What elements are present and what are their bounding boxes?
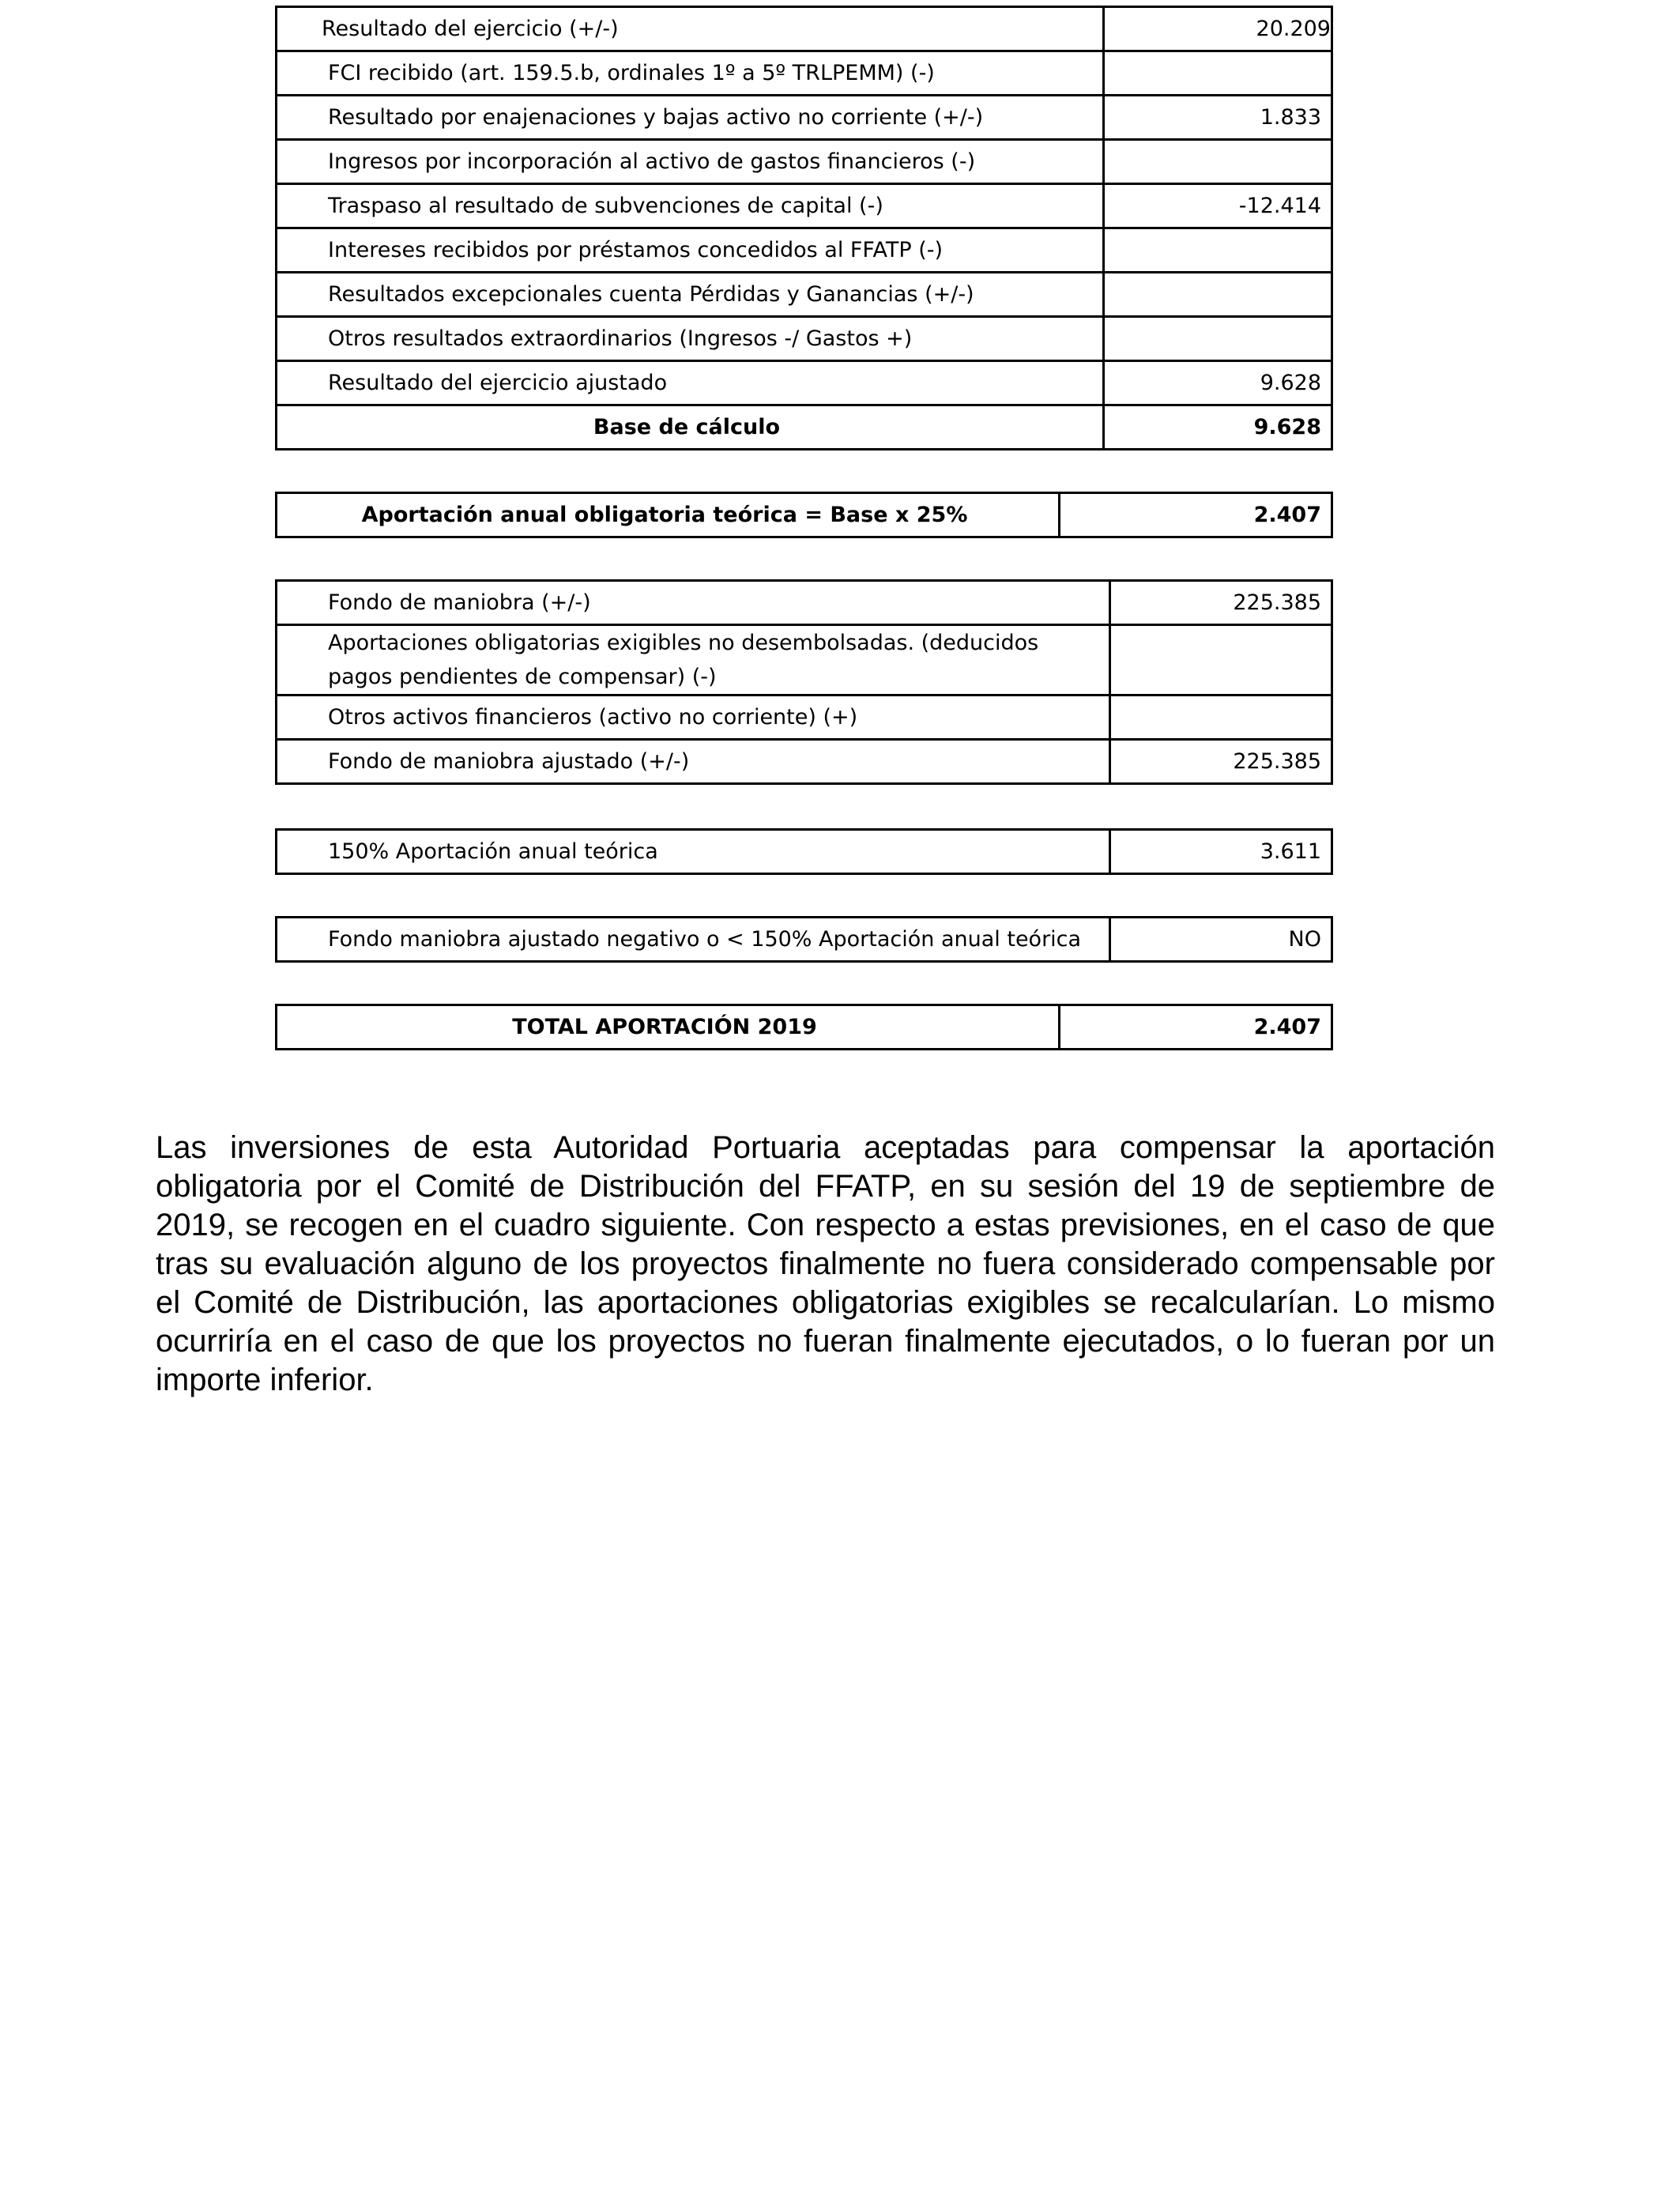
table-row [277, 740, 1332, 784]
row-value [1104, 51, 1332, 96]
row-value: 225.385 [1110, 740, 1332, 784]
row-label: Resultados excepcionales cuenta Pérdidas y Ganancias (+/-) [277, 273, 1104, 317]
table-row [277, 273, 1332, 317]
table-row [277, 96, 1332, 140]
row-value [1104, 273, 1332, 317]
base-calculo-value: 9.628 [1104, 405, 1332, 450]
row-value: 20.209 [1104, 7, 1332, 51]
calculation-table [275, 6, 1333, 450]
table-row [277, 625, 1332, 696]
row-label: Fondo de maniobra (+/-) [277, 581, 1110, 625]
row-value: -12.414 [1104, 184, 1332, 228]
total-row [277, 405, 1332, 450]
row-value: 1.833 [1104, 96, 1332, 140]
table-row [277, 7, 1332, 51]
table-row [277, 918, 1332, 962]
row-label: Otros activos financieros (activo no corriente) (+) [277, 696, 1110, 740]
total-aportacion-label: TOTAL APORTACIÓN 2019 [277, 1005, 1060, 1050]
row-label: Fondo maniobra ajustado negativo o < 150% Aportación anual teórica [277, 918, 1110, 962]
aportacion-teorica-table [275, 492, 1333, 538]
row-label: Aportaciones obligatorias exigibles no desembolsadas. (deducidos pagos pendientes de compensar) (-) [277, 625, 1110, 696]
total-aportacion-value: 2.407 [1060, 1005, 1332, 1050]
row-value: 225.385 [1110, 581, 1332, 625]
table-row [277, 51, 1332, 96]
row-label: FCI recibido (art. 159.5.b, ordinales 1º a 5º TRLPEMM) (-) [277, 51, 1104, 96]
table-row [277, 1005, 1332, 1050]
row-label: Fondo de maniobra ajustado (+/-) [277, 740, 1110, 784]
table-row [277, 317, 1332, 361]
total-aportacion-table [275, 1004, 1333, 1050]
row-value [1110, 625, 1332, 696]
table-row [277, 228, 1332, 273]
row-value: 3.611 [1110, 830, 1332, 874]
fondo-maniobra-table [275, 579, 1333, 785]
table-row [277, 493, 1332, 537]
table-row [277, 184, 1332, 228]
row-label: Resultado del ejercicio (+/-) [277, 7, 1104, 51]
base-calculo-label: Base de cálculo [277, 405, 1104, 450]
row-label: Traspaso al resultado de subvenciones de capital (-) [277, 184, 1104, 228]
table-row [277, 830, 1332, 874]
table-row [277, 696, 1332, 740]
ciento-cincuenta-table [275, 828, 1333, 875]
row-value [1104, 228, 1332, 273]
row-label: 150% Aportación anual teórica [277, 830, 1110, 874]
table-row [277, 361, 1332, 405]
row-value [1104, 317, 1332, 361]
aportacion-teorica-label: Aportación anual obligatoria teórica = Base x 25% [277, 493, 1060, 537]
table-row [277, 140, 1332, 184]
row-label: Resultado por enajenaciones y bajas activo no corriente (+/-) [277, 96, 1104, 140]
row-value [1104, 140, 1332, 184]
comparacion-table [275, 916, 1333, 963]
row-label: Intereses recibidos por préstamos concedidos al FFATP (-) [277, 228, 1104, 273]
body-paragraph: Las inversiones de esta Autoridad Portuaria aceptadas para compensar la aportación obligatoria por el Comité de Distribución del FFATP, en su sesión del 19 de septiembre de 2019, se recogen en el cuadro siguiente. Con respecto a estas previsiones, en el caso de que tras su evaluación alguno de los proyectos finalmente no fuera considerado compensable por el Comité de Distribución, las aportaciones obligatorias exigibles se recalcularían. Lo mismo ocurriría en el caso de que los proyectos no fueran finalmente ejecutados, o lo fueran por un importe inferior. [156, 1130, 1495, 1397]
row-value [1110, 696, 1332, 740]
row-label: Resultado del ejercicio ajustado [277, 361, 1104, 405]
row-label: Ingresos por incorporación al activo de gastos financieros (-) [277, 140, 1104, 184]
row-value: 9.628 [1104, 361, 1332, 405]
table-row [277, 581, 1332, 625]
row-value: NO [1110, 918, 1332, 962]
aportacion-teorica-value: 2.407 [1060, 493, 1332, 537]
row-label: Otros resultados extraordinarios (Ingresos -/ Gastos +) [277, 317, 1104, 361]
